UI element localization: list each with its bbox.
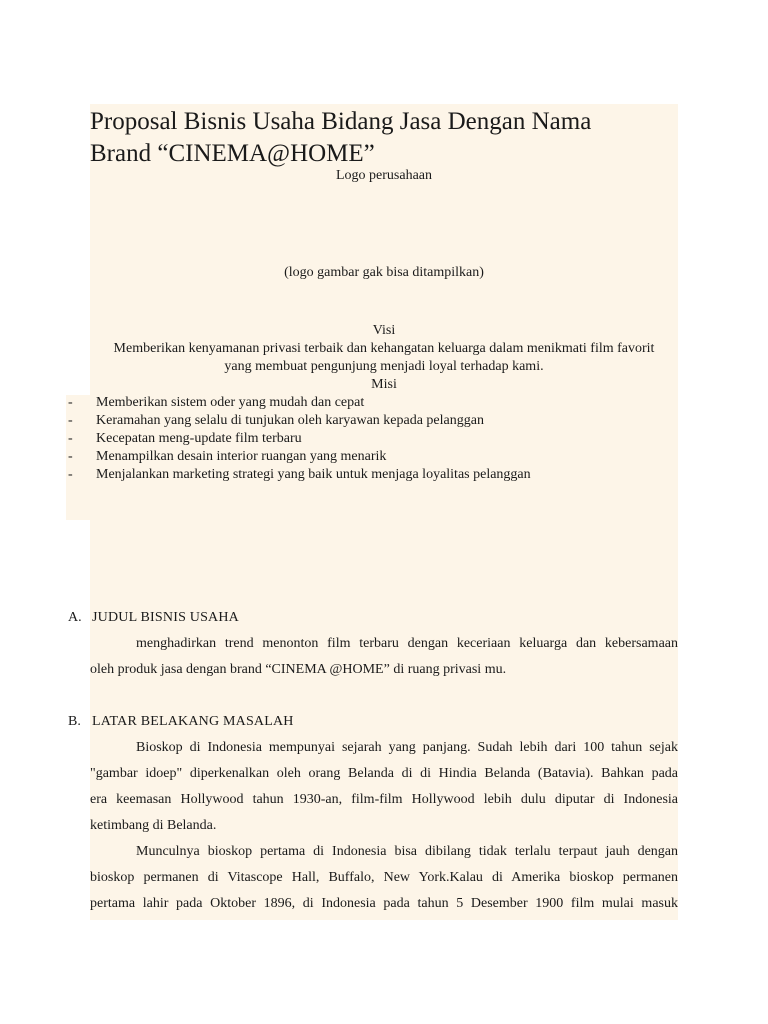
document-title-line-1: Proposal Bisnis Usaha Bidang Jasa Dengan Nama bbox=[90, 108, 592, 135]
section-b-para2-line-2: bioskop permanen di Vitascope Hall, Buffalo, New York.Kalau di Amerika bioskop permanen bbox=[90, 870, 678, 885]
visi-heading: Visi bbox=[372, 323, 396, 338]
section-a-letter: A. bbox=[68, 610, 82, 625]
section-b-para2-line-1: Munculnya bioskop pertama di Indonesia bisa dibilang tidak terlalu terpaut jauh dengan bbox=[136, 844, 678, 859]
list-bullet: - bbox=[68, 449, 73, 464]
list-bullet: - bbox=[68, 413, 73, 428]
list-bullet: - bbox=[68, 431, 73, 446]
misi-item-4: Menampilkan desain interior ruangan yang menarik bbox=[96, 449, 387, 464]
misi-item-2: Keramahan yang selalu di tunjukan oleh karyawan kepada pelanggan bbox=[96, 413, 484, 428]
section-a-heading: JUDUL BISNIS USAHA bbox=[92, 610, 239, 625]
section-b-heading: LATAR BELAKANG MASALAH bbox=[92, 714, 294, 729]
section-b-para1-line-4: ketimbang di Belanda. bbox=[90, 818, 217, 833]
section-a-line-1: menghadirkan trend menonton film terbaru dengan keceriaan keluarga dan kebersamaan bbox=[136, 636, 678, 651]
logo-placeholder: (logo gambar gak bisa ditampilkan) bbox=[284, 265, 484, 280]
visi-line-1: Memberikan kenyamanan privasi terbaik dan kehangatan keluarga dalam menikmati film favorit bbox=[113, 341, 655, 356]
misi-item-1: Memberikan sistem oder yang mudah dan cepat bbox=[96, 395, 365, 410]
list-bullet: - bbox=[68, 395, 73, 410]
misi-item-3: Kecepatan meng-update film terbaru bbox=[96, 431, 302, 446]
section-b-para1-line-1: Bioskop di Indonesia mempunyai sejarah yang panjang. Sudah lebih dari 100 tahun sejak bbox=[136, 740, 678, 755]
logo-label: Logo perusahaan bbox=[335, 168, 433, 183]
list-bullet: - bbox=[68, 467, 73, 482]
misi-item-5: Menjalankan marketing strategi yang baik untuk menjaga loyalitas pelanggan bbox=[96, 467, 531, 482]
section-b-para2-line-3: pertama lahir pada Oktober 1896, di Indonesia pada tahun 5 Desember 1900 film mulai masuk bbox=[90, 896, 678, 911]
misi-heading: Misi bbox=[371, 377, 397, 392]
document-title-line-2: Brand “CINEMA@HOME” bbox=[90, 140, 375, 167]
section-a-line-2: oleh produk jasa dengan brand “CINEMA @HOME” di ruang privasi mu. bbox=[90, 662, 507, 677]
section-b-para1-line-3: era keemasan Hollywood tahun 1930-an, film-film Hollywood lebih dulu diputar di Indonesia bbox=[90, 792, 678, 807]
visi-line-2: yang membuat pengunjung menjadi loyal terhadap kami. bbox=[224, 359, 544, 374]
section-b-para1-line-2: "gambar idoep" diperkenalkan oleh orang Belanda di di Hindia Belanda (Batavia). Bahkan pada bbox=[90, 766, 678, 781]
section-b-letter: B. bbox=[68, 714, 81, 729]
